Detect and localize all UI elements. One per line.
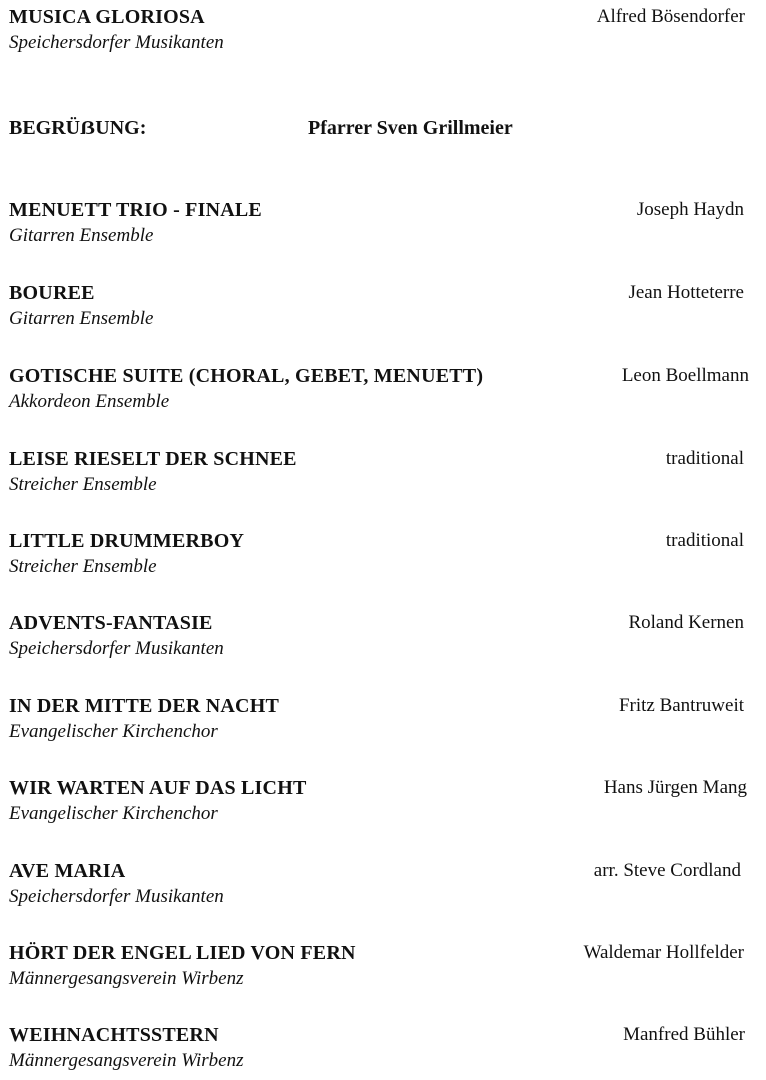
composer-name: Leon Boellmann: [621, 365, 749, 386]
composer-name: traditional: [665, 530, 744, 551]
performer-name: Gitarren Ensemble: [9, 225, 154, 246]
performer-name: Streicher Ensemble: [9, 556, 157, 577]
composer-name: arr. Steve Cordland: [593, 860, 741, 881]
program-entry: [9, 199, 749, 247]
piece-title: GOTISCHE SUITE (CHORAL, GEBET, MENUETT): [9, 365, 484, 387]
piece-title: MENUETT TRIO - FINALE: [9, 199, 262, 221]
composer-name: Waldemar Hollfelder: [583, 942, 744, 963]
program-entry: [9, 365, 749, 413]
composer-name: Fritz Bantruweit: [618, 695, 744, 716]
composer-name: Alfred Bösendorfer: [596, 6, 745, 27]
greeting-speaker: Pfarrer Sven Grillmeier: [308, 117, 513, 139]
program-entry: [9, 282, 749, 330]
performer-name: Evangelischer Kirchenchor: [9, 721, 218, 742]
performer-name: Speichersdorfer Musikanten: [9, 638, 224, 659]
performer-name: Männergesangsverein Wirbenz: [9, 968, 244, 989]
composer-name: Hans Jürgen Mang: [603, 777, 747, 798]
piece-title: AVE MARIA: [9, 860, 126, 882]
program-entry: [9, 448, 749, 496]
performer-name: Speichersdorfer Musikanten: [9, 886, 224, 907]
program-entry: [9, 1024, 749, 1072]
piece-title: IN DER MITTE DER NACHT: [9, 695, 279, 717]
piece-title: BOUREE: [9, 282, 95, 304]
greeting-label: BEGRÜẞUNG:: [9, 117, 147, 139]
program-entry: [9, 530, 749, 578]
program-entry: [9, 942, 749, 990]
composer-name: Roland Kernen: [628, 612, 744, 633]
program-entry: [9, 6, 749, 54]
composer-name: traditional: [665, 448, 744, 469]
performer-name: Männergesangsverein Wirbenz: [9, 1050, 244, 1071]
piece-title: MUSICA GLORIOSA: [9, 6, 205, 28]
piece-title: ADVENTS-FANTASIE: [9, 612, 213, 634]
greeting-line: [9, 117, 749, 143]
performer-name: Gitarren Ensemble: [9, 308, 154, 329]
piece-title: WEIHNACHTSSTERN: [9, 1024, 219, 1046]
performer-name: Evangelischer Kirchenchor: [9, 803, 218, 824]
performer-name: Akkordeon Ensemble: [9, 391, 170, 412]
composer-name: Manfred Bühler: [623, 1024, 745, 1045]
composer-name: Joseph Haydn: [636, 199, 744, 220]
program-entry: [9, 777, 749, 825]
piece-title: LEISE RIESELT DER SCHNEE: [9, 448, 297, 470]
piece-title: HÖRT DER ENGEL LIED VON FERN: [9, 942, 356, 964]
program-entry: [9, 860, 749, 908]
piece-title: WIR WARTEN AUF DAS LICHT: [9, 777, 307, 799]
piece-title: LITTLE DRUMMERBOY: [9, 530, 245, 552]
program-entry: [9, 612, 749, 660]
performer-name: Streicher Ensemble: [9, 474, 157, 495]
composer-name: Jean Hotteterre: [628, 282, 744, 303]
performer-name: Speichersdorfer Musikanten: [9, 32, 224, 53]
program-entry: [9, 695, 749, 743]
